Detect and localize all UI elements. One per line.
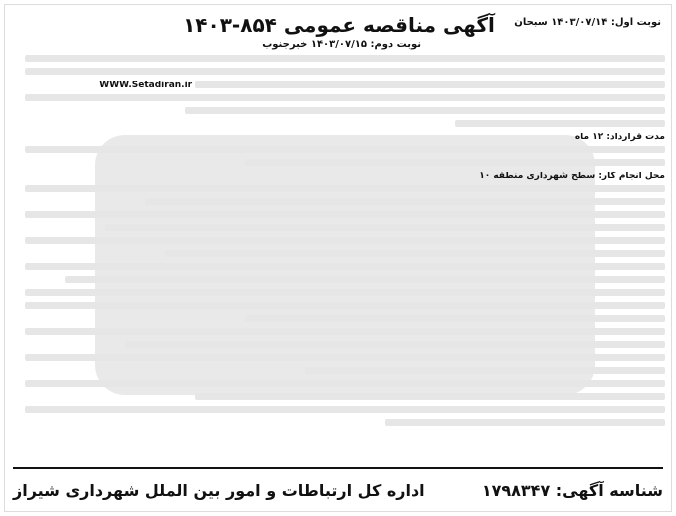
body-line-placeholder (13, 107, 665, 116)
body-line-placeholder (13, 263, 665, 272)
body-line-placeholder (13, 211, 665, 220)
body-line-placeholder (13, 393, 665, 402)
body-line-placeholder (13, 354, 665, 363)
body-line-placeholder (13, 419, 665, 428)
body-line-placeholder (13, 367, 665, 376)
body-line-placeholder (13, 224, 665, 233)
body-line-placeholder (13, 315, 665, 324)
body-line-placeholder (13, 94, 665, 103)
ad-identifier: شناسه آگهی: ۱۷۹۸۳۴۷ (481, 481, 663, 500)
body-line-placeholder (13, 341, 665, 350)
website-link[interactable]: WWW.Setadiran.ir (99, 81, 193, 90)
body-line-placeholder (13, 250, 665, 259)
issuing-organization: اداره کل ارتباطات و امور بین الملل شهرداری شیراز (13, 481, 425, 500)
body-line-placeholder (13, 237, 665, 246)
tender-notice-page (4, 4, 672, 512)
body-line-placeholder (13, 302, 665, 311)
body-line-placeholder (13, 406, 665, 415)
body-line-placeholder (13, 276, 665, 285)
first-publication-date: نوبت اول: ۱۴۰۳/۰۷/۱۴ سبحان (514, 17, 661, 28)
body-line-website (13, 81, 665, 90)
body-line-placeholder (13, 185, 665, 194)
body-line-placeholder (13, 380, 665, 389)
body-line-placeholder (13, 68, 665, 77)
second-publication-date: نوبت دوم: ۱۴۰۳/۰۷/۱۵ خبرجنوب (262, 39, 421, 50)
body-line-placeholder (13, 289, 665, 298)
execution-place: محل انجام کار: سطح شهرداری منطقه ۱۰ (479, 172, 665, 181)
notice-footer (13, 467, 663, 509)
notice-title: آگهی مناقصه عمومی ۸۵۴-۱۴۰۳ (183, 13, 495, 37)
body-line-placeholder (13, 198, 665, 207)
body-line-placeholder (13, 146, 665, 155)
contract-duration: مدت قرارداد: ۱۲ ماه (574, 133, 665, 142)
body-line-placeholder (13, 55, 665, 64)
body-line-placeholder (13, 328, 665, 337)
body-line-placeholder (13, 159, 665, 168)
body-line-placeholder (13, 120, 665, 129)
notice-body (13, 55, 665, 457)
